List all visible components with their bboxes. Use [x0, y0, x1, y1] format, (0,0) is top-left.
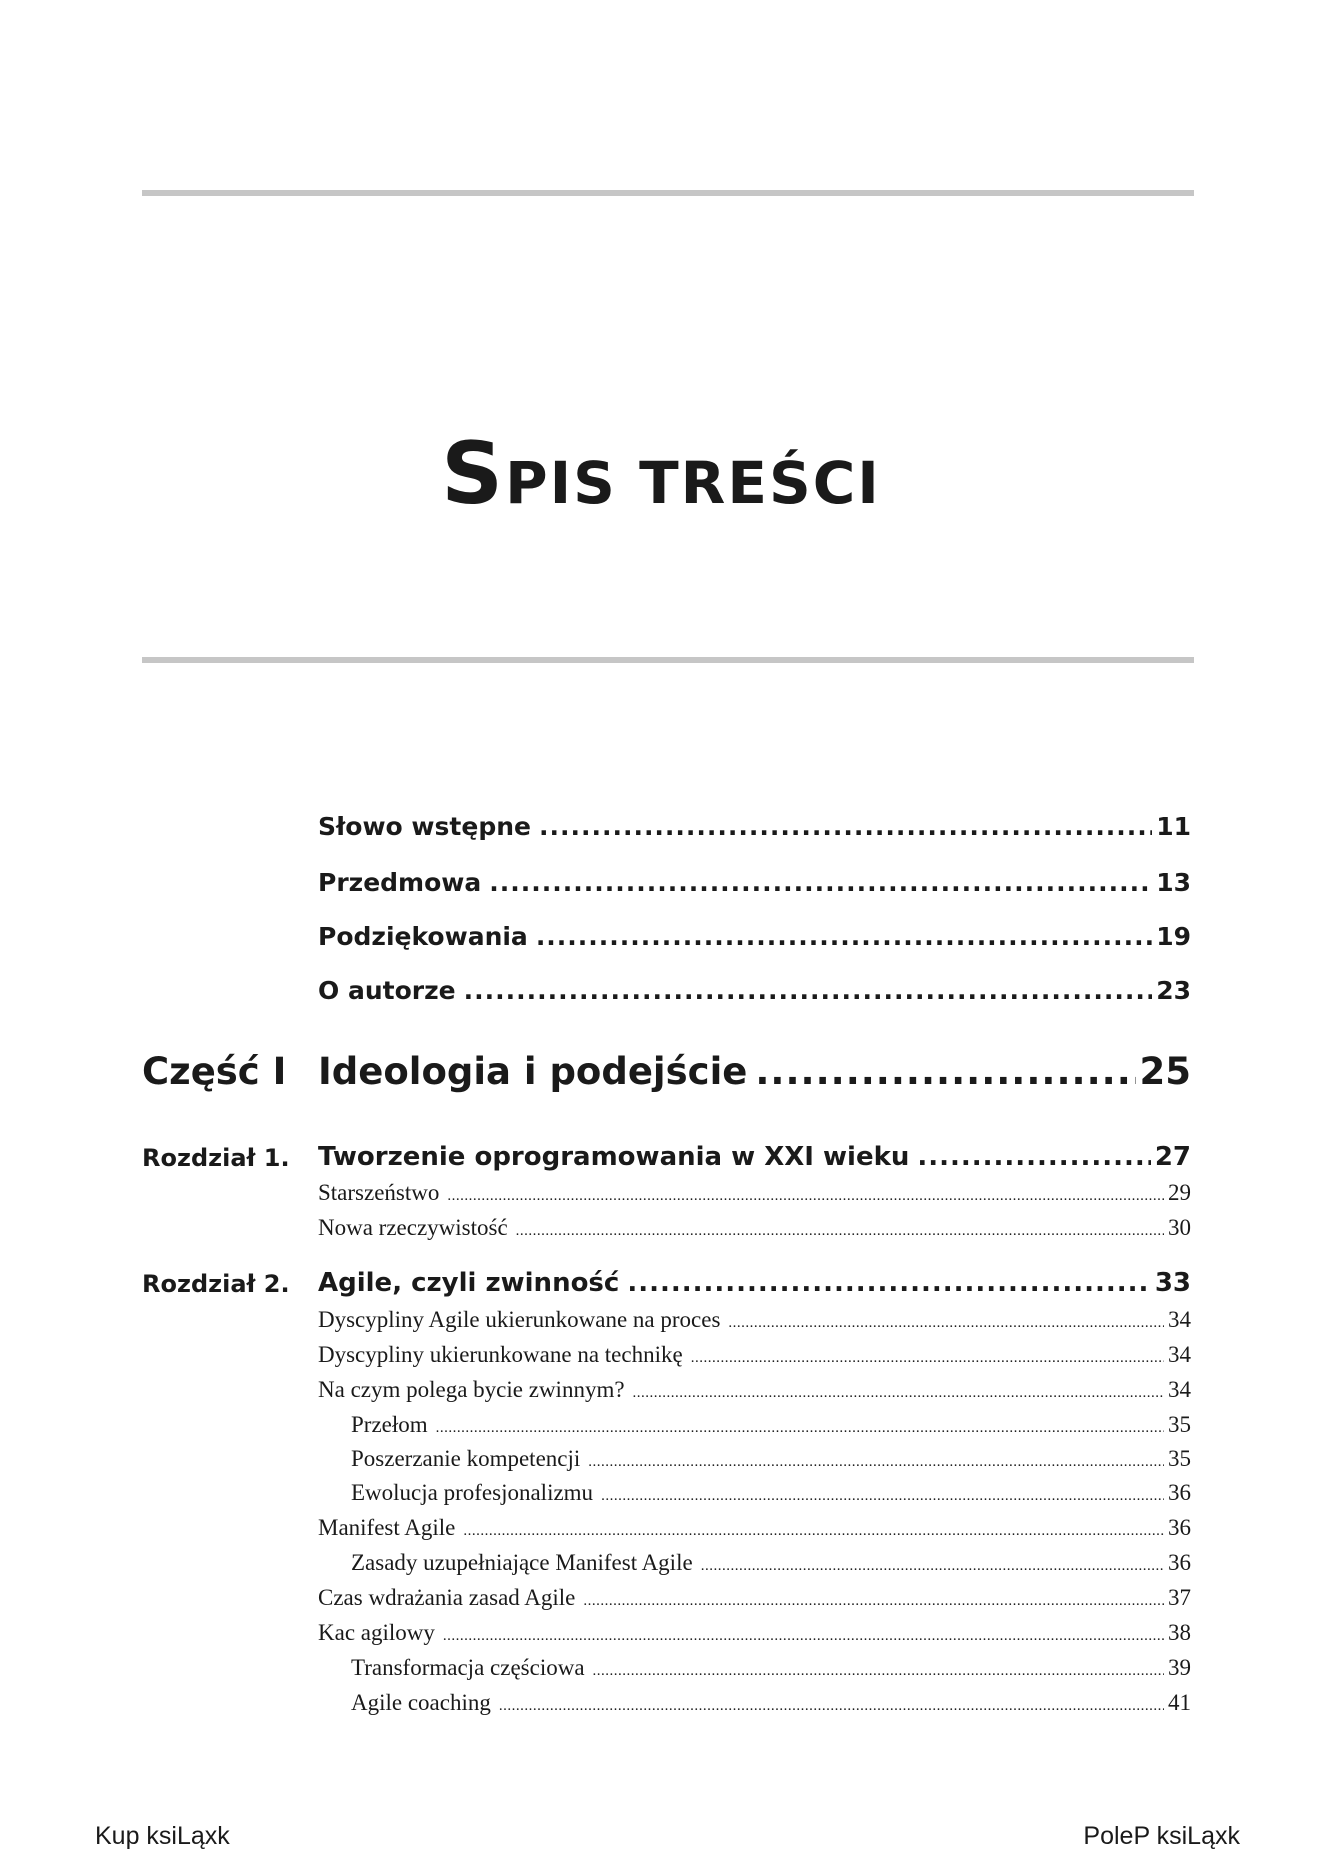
toc-entry-label: Dyscypliny ukierunkowane na technikę	[318, 1342, 683, 1367]
toc-entry-section[interactable]	[318, 1215, 1191, 1245]
toc-entry-part-1[interactable]	[318, 1050, 1191, 1100]
toc-entry-label: Starszeństwo	[318, 1180, 440, 1205]
title-rest: PIS TREŚCI	[505, 448, 881, 517]
footer-buy-book-link[interactable]: Kup ksiLąxk	[95, 1822, 230, 1850]
leader-dots	[601, 1488, 1164, 1505]
toc-entry-page: 36	[1168, 1515, 1191, 1540]
toc-entry-page: 29	[1168, 1180, 1191, 1205]
toc-entry-page: 36	[1168, 1480, 1191, 1505]
toc-entry-section[interactable]	[318, 1515, 1191, 1545]
toc-entry-page: 35	[1168, 1446, 1191, 1471]
toc-entry-chapter-1[interactable]	[318, 1142, 1191, 1178]
leader-dots	[691, 1350, 1164, 1367]
toc-entry-label: Agile coaching	[351, 1690, 491, 1715]
toc-entry-page: 23	[1156, 976, 1191, 1005]
leader-dots	[728, 1315, 1164, 1332]
leader-dots	[755, 1050, 1135, 1093]
toc-entry-page: 11	[1156, 812, 1191, 841]
toc-entry-label: Poszerzanie kompetencji	[351, 1446, 581, 1471]
toc-entry-label: Manifest Agile	[318, 1515, 456, 1540]
toc-entry-label: Transformacja częściowa	[351, 1655, 585, 1680]
toc-entry-section[interactable]	[318, 1585, 1191, 1615]
leader-dots	[593, 1663, 1164, 1680]
title-first-letter: S	[441, 423, 506, 524]
leader-dots	[489, 868, 1152, 897]
leader-dots	[447, 1188, 1164, 1205]
toc-entry-label: Nowa rzeczywistość	[318, 1215, 508, 1240]
toc-entry-section[interactable]	[318, 1307, 1191, 1337]
toc-entry-page: 35	[1168, 1412, 1191, 1437]
toc-entry-page: 34	[1168, 1377, 1191, 1402]
toc-entry-preface[interactable]	[318, 868, 1191, 904]
toc-entry-page: 34	[1168, 1342, 1191, 1367]
toc-entry-subsection[interactable]	[351, 1655, 1191, 1685]
toc-entry-label: Zasady uzupełniające Manifest Agile	[351, 1550, 693, 1575]
leader-dots	[583, 1593, 1164, 1610]
toc-entry-label: Przełom	[351, 1412, 428, 1437]
toc-entry-about-author[interactable]	[318, 976, 1191, 1012]
part-number-label: Część I	[142, 1050, 287, 1093]
toc-entry-page: 34	[1168, 1307, 1191, 1332]
toc-entry-page: 30	[1168, 1215, 1191, 1240]
toc-entry-subsection[interactable]	[351, 1480, 1191, 1510]
toc-entry-label: Przedmowa	[318, 868, 482, 897]
toc-entry-section[interactable]	[318, 1342, 1191, 1372]
page-title	[0, 423, 1322, 524]
toc-entry-label: Czas wdrażania zasad Agile	[318, 1585, 576, 1610]
chapter-number-label: Rozdział 2.	[142, 1270, 290, 1298]
toc-entry-foreword[interactable]	[318, 812, 1191, 848]
toc-entry-label: Ideologia i podejście	[318, 1050, 748, 1093]
toc-entry-subsection[interactable]	[351, 1690, 1191, 1720]
toc-entry-label: Agile, czyli zwinność	[318, 1268, 620, 1298]
toc-entry-section[interactable]	[318, 1180, 1191, 1210]
toc-entry-label: Tworzenie oprogramowania w XXI wieku	[318, 1142, 910, 1172]
leader-dots	[443, 1628, 1164, 1645]
toc-entry-subsection[interactable]	[351, 1412, 1191, 1442]
leader-dots	[536, 922, 1152, 951]
toc-entry-label: O autorze	[318, 976, 456, 1005]
leader-dots	[588, 1454, 1164, 1471]
toc-entry-subsection[interactable]	[351, 1550, 1191, 1580]
leader-dots	[463, 1523, 1164, 1540]
leader-dots	[701, 1558, 1164, 1575]
leader-dots	[516, 1223, 1164, 1240]
toc-entry-page: 39	[1168, 1655, 1191, 1680]
toc-entry-page: 37	[1168, 1585, 1191, 1610]
toc-entry-subsection[interactable]	[351, 1446, 1191, 1476]
toc-entry-page: 36	[1168, 1550, 1191, 1575]
chapter-number-label: Rozdział 1.	[142, 1144, 290, 1172]
toc-entry-label: Podziękowania	[318, 922, 528, 951]
leader-dots	[627, 1268, 1150, 1298]
bottom-divider	[142, 657, 1194, 663]
toc-entry-page: 19	[1156, 922, 1191, 951]
leader-dots	[539, 812, 1152, 841]
leader-dots	[436, 1420, 1164, 1437]
toc-entry-acknowledgments[interactable]	[318, 922, 1191, 958]
toc-entry-page: 25	[1139, 1050, 1191, 1093]
toc-entry-page: 41	[1168, 1690, 1191, 1715]
toc-entry-label: Dyscypliny Agile ukierunkowane na proces	[318, 1307, 721, 1332]
toc-entry-section[interactable]	[318, 1620, 1191, 1650]
toc-entry-section[interactable]	[318, 1377, 1191, 1407]
toc-entry-label: Ewolucja profesjonalizmu	[351, 1480, 594, 1505]
footer-recommend-book-link[interactable]: PoleP ksiLąxk	[1083, 1822, 1240, 1850]
top-divider	[142, 190, 1194, 196]
leader-dots	[464, 976, 1153, 1005]
toc-entry-chapter-2[interactable]	[318, 1268, 1191, 1304]
toc-entry-page: 33	[1154, 1268, 1191, 1298]
toc-entry-label: Kac agilowy	[318, 1620, 435, 1645]
toc-entry-page: 13	[1156, 868, 1191, 897]
toc-entry-page: 27	[1154, 1142, 1191, 1172]
leader-dots	[499, 1698, 1164, 1715]
toc-entry-label: Słowo wstępne	[318, 812, 531, 841]
toc-entry-label: Na czym polega bycie zwinnym?	[318, 1377, 625, 1402]
leader-dots	[633, 1385, 1164, 1402]
leader-dots	[917, 1142, 1150, 1172]
toc-entry-page: 38	[1168, 1620, 1191, 1645]
